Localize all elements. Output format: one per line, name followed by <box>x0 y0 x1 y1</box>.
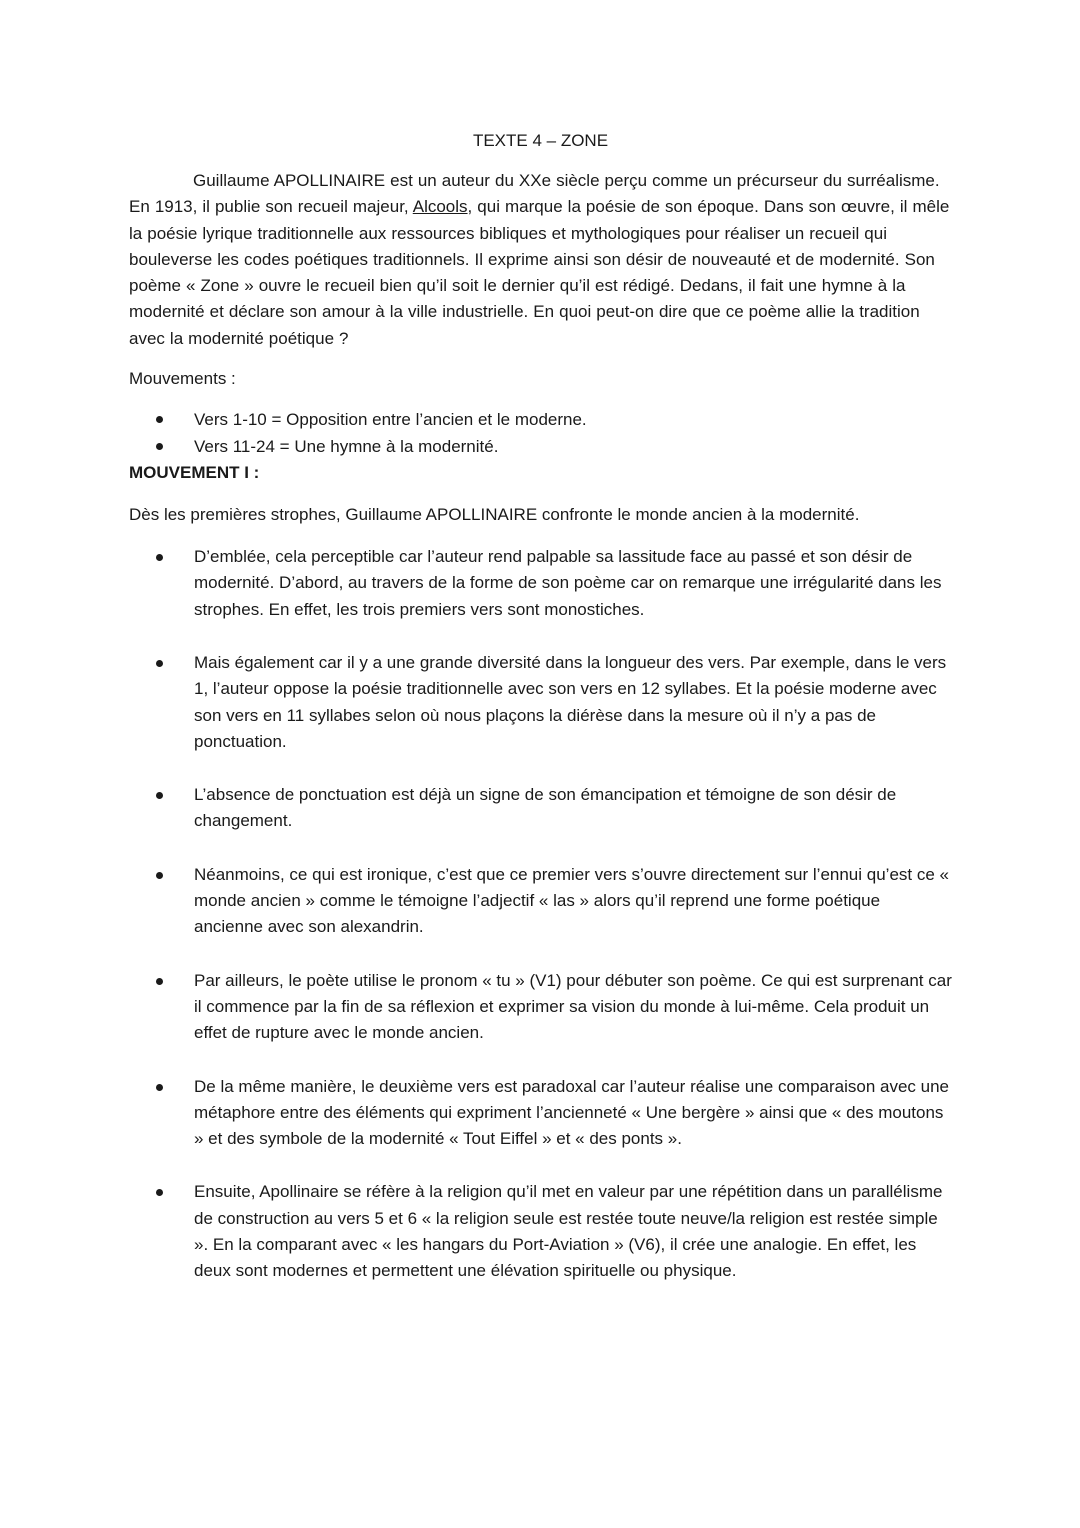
intro-text-start: Guillaume APOLLINAIRE est un auteur du XXe siècle perçu comme un précurseur du surréalisme. En 1913, il publie son recueil majeur, <box>129 171 940 217</box>
analysis-point: Néanmoins, ce qui est ironique, c’est que ce premier vers s’ouvre directement sur l’ennui qu’est ce « monde ancien » comme le témoigne l’adjectif « las » alors qu’il reprend une forme poétique ancienne avec son alexandrin. <box>129 862 952 941</box>
analysis-point: Par ailleurs, le poète utilise le pronom « tu » (V1) pour débuter son poème. Ce qui est surprenant car il commence par la fin de sa réflexion et exprimer sa vision du monde à lui-même. Cela produit un effet de rupture avec le monde ancien. <box>129 968 952 1047</box>
analysis-point: Mais également car il y a une grande diversité dans la longueur des vers. Par exemple, dans le vers 1, l’auteur oppose la poésie traditionnelle avec son vers en 12 syllabes. Et la poésie moderne avec son vers en 11 syllabes selon où nous plaçons la diérèse dans la mesure où il n’y a pas de ponctuation. <box>129 650 952 755</box>
intro-text-end: , qui marque la poésie de son époque. Dans son œuvre, il mêle la poésie lyrique traditionnelle aux ressources bibliques et mythologiques pour réaliser un recueil qui bouleverse les codes poétiques traditionnels. Il exprime ainsi son désir de nouveauté et de modernité. Son poème « Zone » ouvre le recueil bien qu’il soit le dernier qu’il est rédigé. Dedans, il fait une hymne à la modernité et déclare son amour à la ville industrielle. En quoi peut-on dire que ce poème allie la tradition avec la modernité poétique ? <box>129 197 950 348</box>
analysis-point: L’absence de ponctuation est déjà un signe de son émancipation et témoigne de son désir de changement. <box>129 782 952 835</box>
document-title: TEXTE 4 – ZONE <box>472 131 609 150</box>
movement-item: Vers 1-10 = Opposition entre l’ancien et le moderne. <box>129 406 952 433</box>
movements-list <box>129 406 952 460</box>
section-lead: Dès les premières strophes, Guillaume APOLLINAIRE confronte le monde ancien à la modernité. <box>129 505 860 525</box>
analysis-point: D’emblée, cela perceptible car l’auteur rend palpable sa lassitude face au passé et son désir de modernité. D’abord, au travers de la forme de son poème car on remarque une irrégularité dans les strophes. En effet, les trois premiers vers sont monostiches. <box>129 544 952 623</box>
intro-paragraph <box>129 168 952 352</box>
section-heading: MOUVEMENT I : <box>129 463 260 483</box>
movement-item: Vers 11-24 = Une hymne à la modernité. <box>129 433 952 460</box>
analysis-point: De la même manière, le deuxième vers est paradoxal car l’auteur réalise une comparaison avec une métaphore entre des éléments qui expriment l’ancienneté « Une bergère » ainsi que « des moutons » et des symbole de la modernité « Tout Eiffel » et « des ponts ». <box>129 1074 952 1153</box>
analysis-points <box>129 544 952 1285</box>
movements-label: Mouvements : <box>129 369 236 389</box>
book-title-alcools: Alcools <box>412 197 468 217</box>
analysis-point: Ensuite, Apollinaire se réfère à la religion qu’il met en valeur par une répétition dans un parallélisme de construction au vers 5 et 6 « la religion seule est restée toute neuve/la religion est restée simple ». En la comparant avec « les hangars du Port-Aviation » (V6), il crée une analogie. En effet, les deux sont modernes et permettent une élévation spirituelle ou physique. <box>129 1179 952 1284</box>
